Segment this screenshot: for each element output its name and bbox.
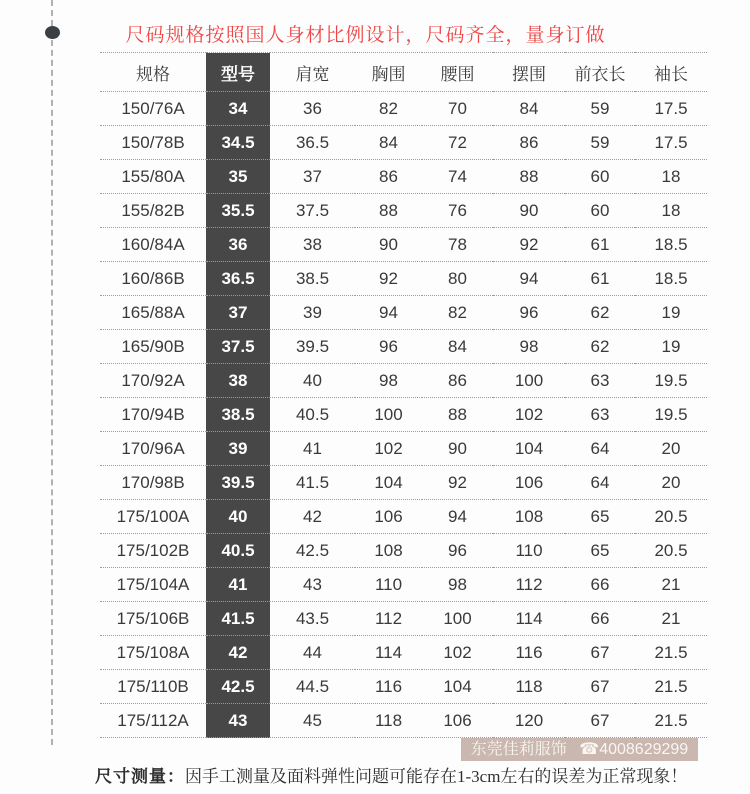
- column-header: 摆围: [493, 53, 565, 92]
- cell: 92: [355, 262, 422, 296]
- cell: 100: [355, 398, 422, 432]
- cell: 175/100A: [100, 500, 206, 534]
- cell: 114: [493, 602, 565, 636]
- cell-model: 38.5: [206, 398, 270, 432]
- watermark-brand: 东莞佳莉服饰: [470, 741, 567, 758]
- cell: 104: [493, 432, 565, 466]
- watermark-phone: 4008629299: [599, 741, 689, 758]
- size-table: [100, 52, 707, 738]
- cell: 59: [565, 126, 635, 160]
- cell-model: 38: [206, 364, 270, 398]
- cell: 175/112A: [100, 704, 206, 738]
- cell: 96: [355, 330, 422, 364]
- cell: 21.5: [635, 704, 707, 738]
- table-row: [100, 364, 707, 398]
- cell: 90: [355, 228, 422, 262]
- cell: 63: [565, 364, 635, 398]
- cell: 40: [270, 364, 355, 398]
- cell: 70: [422, 92, 493, 126]
- column-header: 袖长: [635, 53, 707, 92]
- cell: 38.5: [270, 262, 355, 296]
- table-row: [100, 466, 707, 500]
- cell: 62: [565, 296, 635, 330]
- column-header: 型号: [206, 53, 270, 92]
- cell: 37.5: [270, 194, 355, 228]
- cell: 114: [355, 636, 422, 670]
- table-row: [100, 500, 707, 534]
- cell: 43.5: [270, 602, 355, 636]
- cell: 80: [422, 262, 493, 296]
- cell-model: 39.5: [206, 466, 270, 500]
- table-row: [100, 296, 707, 330]
- cell: 64: [565, 466, 635, 500]
- cell: 175/102B: [100, 534, 206, 568]
- cell: 96: [422, 534, 493, 568]
- table-header-row: [100, 53, 707, 92]
- cell: 19: [635, 296, 707, 330]
- cell-model: 39: [206, 432, 270, 466]
- cell: 18.5: [635, 262, 707, 296]
- cell: 116: [493, 636, 565, 670]
- cell: 20.5: [635, 500, 707, 534]
- cell: 66: [565, 602, 635, 636]
- cell: 170/92A: [100, 364, 206, 398]
- cell: 170/96A: [100, 432, 206, 466]
- cell: 160/86B: [100, 262, 206, 296]
- table-row: [100, 92, 707, 126]
- cell: 106: [493, 466, 565, 500]
- cell: 65: [565, 500, 635, 534]
- cell: 175/108A: [100, 636, 206, 670]
- cell: 92: [422, 466, 493, 500]
- cell: 36: [270, 92, 355, 126]
- cell: 102: [355, 432, 422, 466]
- cell: 67: [565, 670, 635, 704]
- cell: 60: [565, 194, 635, 228]
- cell: 110: [493, 534, 565, 568]
- column-header: 规格: [100, 53, 206, 92]
- cell-model: 35.5: [206, 194, 270, 228]
- table-row: [100, 636, 707, 670]
- table-row: [100, 160, 707, 194]
- cell-model: 41.5: [206, 602, 270, 636]
- table-row: [100, 262, 707, 296]
- cell: 98: [355, 364, 422, 398]
- cell: 19.5: [635, 398, 707, 432]
- cell: 98: [422, 568, 493, 602]
- cell: 94: [422, 500, 493, 534]
- cell: 98: [493, 330, 565, 364]
- cell: 76: [422, 194, 493, 228]
- cell: 110: [355, 568, 422, 602]
- cell: 44: [270, 636, 355, 670]
- cell: 18.5: [635, 228, 707, 262]
- phone-icon: ☎: [579, 741, 600, 758]
- cell: 88: [493, 160, 565, 194]
- cell: 21: [635, 602, 707, 636]
- cell: 104: [422, 670, 493, 704]
- cell: 41: [270, 432, 355, 466]
- cell: 118: [355, 704, 422, 738]
- cell: 38: [270, 228, 355, 262]
- cell: 175/104A: [100, 568, 206, 602]
- cell: 150/78B: [100, 126, 206, 160]
- table-row: [100, 670, 707, 704]
- cell: 40.5: [270, 398, 355, 432]
- cell-model: 37.5: [206, 330, 270, 364]
- cell: 60: [565, 160, 635, 194]
- cell-model: 37: [206, 296, 270, 330]
- table-row: [100, 228, 707, 262]
- cell: 86: [493, 126, 565, 160]
- cell-model: 36: [206, 228, 270, 262]
- cell-model: 34.5: [206, 126, 270, 160]
- cell: 94: [355, 296, 422, 330]
- cell: 78: [422, 228, 493, 262]
- cell: 84: [355, 126, 422, 160]
- cell: 170/98B: [100, 466, 206, 500]
- cell: 88: [422, 398, 493, 432]
- table-row: [100, 568, 707, 602]
- cell: 61: [565, 262, 635, 296]
- cell: 59: [565, 92, 635, 126]
- cell: 72: [422, 126, 493, 160]
- cell: 165/88A: [100, 296, 206, 330]
- cell-model: 36.5: [206, 262, 270, 296]
- cell: 64: [565, 432, 635, 466]
- table-row: [100, 432, 707, 466]
- cell: 18: [635, 194, 707, 228]
- table-row: [100, 330, 707, 364]
- cell: 67: [565, 636, 635, 670]
- cell-model: 34: [206, 92, 270, 126]
- column-header: 肩宽: [270, 53, 355, 92]
- cell: 63: [565, 398, 635, 432]
- cell: 65: [565, 534, 635, 568]
- page-title: 尺码规格按照国人身材比例设计，尺码齐全，量身订做: [125, 25, 606, 46]
- cell: 160/84A: [100, 228, 206, 262]
- cell: 61: [565, 228, 635, 262]
- cell: 92: [493, 228, 565, 262]
- cell: 84: [422, 330, 493, 364]
- left-dot-marker: [45, 26, 60, 39]
- cell: 170/94B: [100, 398, 206, 432]
- cell: 19.5: [635, 364, 707, 398]
- table-row: [100, 704, 707, 738]
- cell: 90: [493, 194, 565, 228]
- cell: 112: [355, 602, 422, 636]
- cell: 67: [565, 704, 635, 738]
- cell: 21.5: [635, 636, 707, 670]
- note-label: 尺寸测量：: [95, 767, 185, 786]
- cell: 43: [270, 568, 355, 602]
- cell: 155/82B: [100, 194, 206, 228]
- table-row: [100, 534, 707, 568]
- cell: 74: [422, 160, 493, 194]
- measurement-note: [95, 762, 745, 787]
- cell: 17.5: [635, 126, 707, 160]
- cell: 102: [422, 636, 493, 670]
- watermark: [461, 738, 698, 761]
- cell: 150/76A: [100, 92, 206, 126]
- cell: 175/110B: [100, 670, 206, 704]
- cell: 39: [270, 296, 355, 330]
- cell: 62: [565, 330, 635, 364]
- cell: 112: [493, 568, 565, 602]
- cell-model: 35: [206, 160, 270, 194]
- cell: 102: [493, 398, 565, 432]
- cell: 45: [270, 704, 355, 738]
- table-row: [100, 126, 707, 160]
- cell-model: 40: [206, 500, 270, 534]
- cell: 21: [635, 568, 707, 602]
- cell: 17.5: [635, 92, 707, 126]
- cell: 108: [355, 534, 422, 568]
- cell: 37: [270, 160, 355, 194]
- cell: 42.5: [270, 534, 355, 568]
- table-row: [100, 398, 707, 432]
- cell: 165/90B: [100, 330, 206, 364]
- column-header: 前衣长: [565, 53, 635, 92]
- column-header: 腰围: [422, 53, 493, 92]
- cell: 44.5: [270, 670, 355, 704]
- cell: 86: [355, 160, 422, 194]
- cell: 88: [355, 194, 422, 228]
- cell: 39.5: [270, 330, 355, 364]
- cell: 94: [493, 262, 565, 296]
- cell: 82: [355, 92, 422, 126]
- cell: 36.5: [270, 126, 355, 160]
- cell: 82: [422, 296, 493, 330]
- cell: 175/106B: [100, 602, 206, 636]
- cell: 20: [635, 466, 707, 500]
- note-text: 因手工测量及面料弹性问题可能存在1-3cm左右的误差为正常现象！: [185, 767, 688, 786]
- cell: 118: [493, 670, 565, 704]
- cell: 84: [493, 92, 565, 126]
- cell: 21.5: [635, 670, 707, 704]
- cell: 100: [493, 364, 565, 398]
- column-header: 胸围: [355, 53, 422, 92]
- cell-model: 42: [206, 636, 270, 670]
- cell: 18: [635, 160, 707, 194]
- cell: 106: [355, 500, 422, 534]
- table-row: [100, 602, 707, 636]
- cell: 108: [493, 500, 565, 534]
- cell-model: 43: [206, 704, 270, 738]
- cell: 96: [493, 296, 565, 330]
- cell-model: 42.5: [206, 670, 270, 704]
- left-dashed-line: [51, 0, 53, 745]
- cell: 90: [422, 432, 493, 466]
- cell: 20.5: [635, 534, 707, 568]
- cell-model: 41: [206, 568, 270, 602]
- table-body: [100, 92, 707, 738]
- cell: 41.5: [270, 466, 355, 500]
- cell: 106: [422, 704, 493, 738]
- cell: 104: [355, 466, 422, 500]
- cell: 100: [422, 602, 493, 636]
- cell-model: 40.5: [206, 534, 270, 568]
- cell: 120: [493, 704, 565, 738]
- cell: 20: [635, 432, 707, 466]
- cell: 66: [565, 568, 635, 602]
- cell: 42: [270, 500, 355, 534]
- cell: 155/80A: [100, 160, 206, 194]
- cell: 116: [355, 670, 422, 704]
- table-row: [100, 194, 707, 228]
- cell: 19: [635, 330, 707, 364]
- cell: 86: [422, 364, 493, 398]
